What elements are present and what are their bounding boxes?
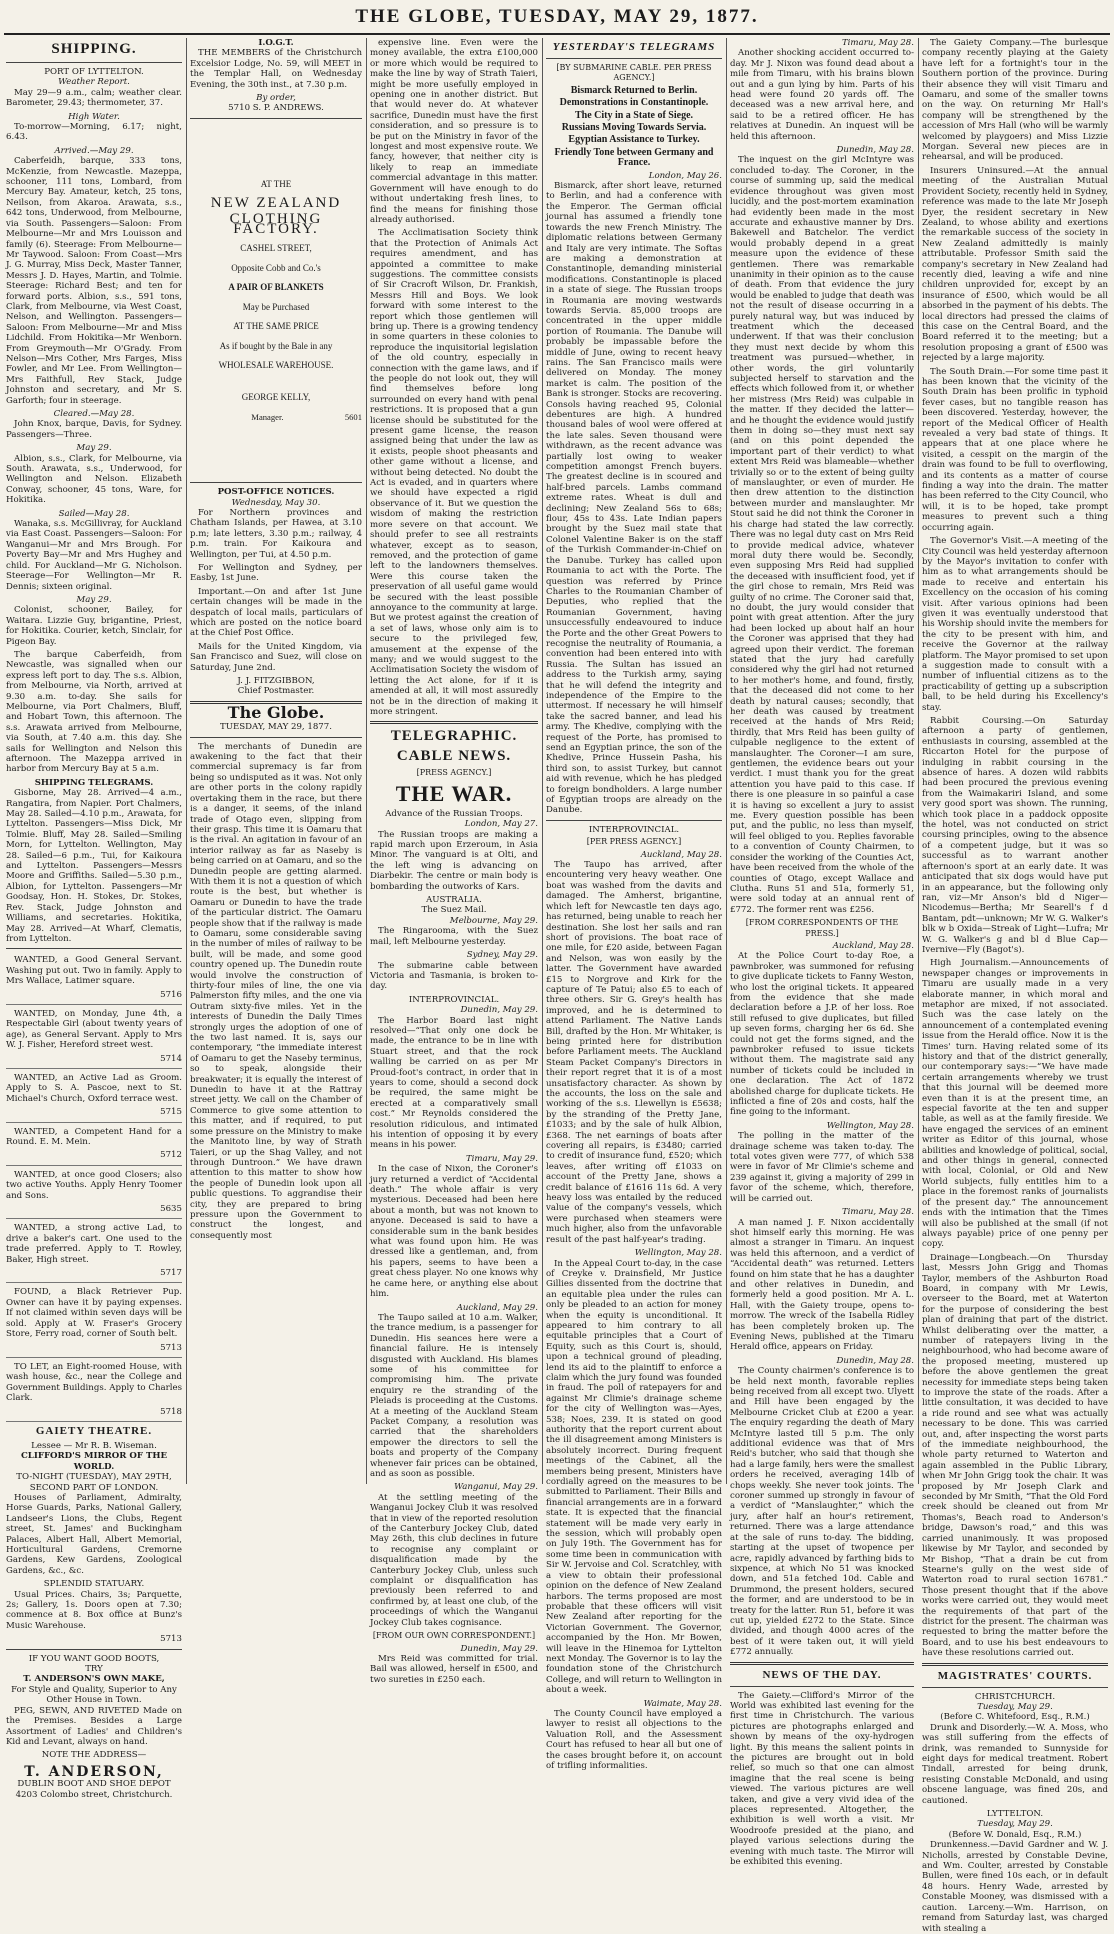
post-office-heading: POST-OFFICE NOTICES.: [217, 487, 335, 498]
editorial-text: The merchants of Dunedin are awakening to the fact that their commercial supremacy is far from being so undisputed as it was. Not only are other ports in the colony rapidly overtaking them in the race, but there is a danger, it seems, of the inland trade of Otago even, slipping from their grasp. This time it is Oamaru that is the rival. An agitation in favour of an interior railway as far as Naseby is being carried on at Oamaru, and so the Dunedin people are getting alarmed. With them it is not a question of which route is the best, but whether is Oamaru or Dunedin to have the trade of the particular district. The Oamaru people show that if the railway is made to Oamaru, some considerable saving in the number of miles of railway to be built, will be made, and some good country opened up. The Dunedin route would involve the construction of thirty-four miles of line, the one via Palmerston fifty miles, and the one via Outram sixty-five miles. Yet in the interests of Dunedin the Daily Times strongly urges the adoption of one of the two last named. It is, says our contemporary, “the immediate interest of Oamaru to get the Naseby terminus, so to speak, alongside their breakwater; it is equally the interest of Dunedin to have it at the Rattray street jetty. We call on the Chamber of Commerce to give some attention to this matter, and if required, to put some pressure on the Ministry to make the Manitoto line, by way of Strath Taieri, or up the Shag Valley, and not through Duntroon.” We have drawn attention to this matter to show how the people of Dunedin look upon all public questions. To aggrandise their city, they are prepared to bring pressure upon the Government to construct the longest, and consequently most: [190, 741, 362, 1241]
timaru-dateline: Timaru, May 28.: [841, 38, 914, 48]
nz-street: CASHEL STREET,: [240, 243, 312, 254]
rabbit-coursing-text: Rabbit Coursing.—On Saturday afternoon a party of gentlemen, enthusiasts in coursing, assembled at the Riccarton Hotel for the purpose of indulging in rabbit coursing in the absence of hares. A dozen wild rabbits had been procured the previous evening from the Waimakariri Island, and some very good sport was shown. The running, which took place in a paddock opposite the hotel, was not conducted on strict coursing principles, owing to the absence of a competent judge, but it was so successful as to warrant another afternoon's sport at an early date. It was anticipated that six dogs would have put in an appearance, but the following only ran, viz—Mr Anson's bld d Niger—Nicodemus—Bertha; Mr Searell's f d Bantam, pdt—unknown; Mr W. G. Walker's blk w b Oxida—Streak of Light—Lufra; Mr W. G. Walker's g and bl d Blue Cap—Ivernive—Fly (Bagot's).: [922, 716, 1108, 955]
nz-bale: As if bought by the Bale in any: [219, 340, 333, 351]
nz-kelly: GEORGE KELLY,: [241, 392, 311, 403]
column-divider: [366, 38, 367, 1484]
suez-heading: The Suez Mail.: [421, 905, 487, 916]
wanganui-dateline: Wanganui, May 29.: [454, 1482, 538, 1493]
high-journalism-text: High Journalism.—Announcements of newspaper changes or improvements in Timaru are usually made in a very elaborate manner, in which moral and metaphor are mixed, if not associated. Such was the case lately on the announcement of a contemplated evening issue from the Herald office. Now it is the Times' turn. Having related some of its history and that of the district generally, our contemporary says:—“We have made certain arrangements whereby we trust that this journal will be deemed more even than it is at the present time, an especial favorite at the ten and supper table, as well as at the family fireside. We have engaged the services of an eminent writer as Editor of this journal, whose abilities and knowledge of political, social, and other things in general, connected with local, Colonial, or Old and New World subjects, fully entitles him to a place in the foremost ranks of journalists of the present day.” The announcement ends with the intimation that the Times will also be published at the small (if not always payable) price of one penny per copy.: [922, 958, 1108, 1250]
column-divider: [726, 38, 727, 1484]
column-6: [922, 38, 1108, 1934]
nz-wholesale: WHOLESALE WAREHOUSE.: [218, 359, 334, 370]
column-1: [6, 38, 182, 1800]
classified-ad: [6, 1221, 182, 1283]
post-text-3: Important.—On and after 1st June certain changes will be made in the despatch of local mails, particulars of which are posted on the notice board at the Chief Post Office.: [190, 586, 362, 639]
classified-ad: [6, 1285, 182, 1357]
sailed-label: Sailed—May 28.: [58, 508, 130, 519]
iogt-order: By order,: [256, 93, 296, 104]
christchurch-date: Tuesday, May 29.: [977, 1701, 1053, 1712]
ad-number: 5712: [160, 1150, 182, 1161]
dunedin-text: The Harbor Board last night resolved—“That only one dock be made, the entrance to be in line with Stuart street, and that the rock walling be carried on as per Mr Proud-foot's contract, in order that in years to come, should a second dock be required, the same might be erected at a comparatively small cost.” Mr Reynolds considered the resolution ridiculous, and intimated his intention of opposing it by every means in his power.: [370, 1015, 538, 1151]
classified-ad: [6, 953, 182, 1005]
may29-text: Albion, s.s., Clark, for Melbourne, via South. Arawata, s.s., Underwood, for Wellington and Nelson. Elizabeth Conway, schooner, 45 tons, Ware, for Hokitika.: [6, 453, 182, 506]
wellington-text: The polling in the matter of the drainage scheme was taken to-day. The total votes given were 777, of which 538 were in favor of Mr Climie's scheme and 239 against it, giving a majority of 299 in favor of the scheme, which, therefore, will be carried out.: [730, 1131, 914, 1204]
boots-name: T. ANDERSON,: [24, 1763, 164, 1780]
lyttelton-heading: LYTTELTON.: [986, 1809, 1044, 1820]
boots-address: 4203 Colombo street, Christchurch.: [15, 1789, 173, 1800]
gaiety-show: CLIFFORD'S MIRROR OF THE WORLD.: [20, 1451, 168, 1472]
melbourne-dateline: Melbourne, May 29.: [449, 915, 538, 926]
classified-ad: [6, 1360, 182, 1422]
sydney-dateline: Sydney, May 29.: [466, 950, 538, 961]
masthead: THE GLOBE, TUESDAY, MAY 29, 1877.: [355, 6, 759, 27]
lyttelton-date: Tuesday, May 29.: [977, 1819, 1053, 1830]
melbourne-text: The Ringarooma, with the Suez mail, left Melbourne yesterday.: [370, 926, 538, 947]
governors-visit-text: The Governor's Visit.—A meeting of the City Council was held yesterday afternoon by the Mayor's invitation to confer with him as to what arrangements should be made to receive and entertain his Excellency on the occasion of his coming visit. After various opinions had been given it was eventually understood that his Worship should invite the members for the city to be present with him, and receive the Governor at the railway platform. The Mayor promised to set upon a suggestion made to consult with a number of influential citizens as to the practicability of getting up a subscription ball, to be held during his Excellency's stay.: [922, 536, 1108, 713]
classified-ad: [6, 1125, 182, 1166]
editorial-continued: expensive line. Even were the money available, the extra £100,000 or more which would be required to make the line by way of Strath Taieri, might be more usefully employed in opening one in another district. But that would never do. At whatever sacrifice, Dunedin must have the first consideration, and so pressure is to be put on the Ministry in favor of the longest and most expensive route. We fancy, however, that neither city is likely to reap an immediate commercial advantage in this matter. Government will have enough to do without undertaking fresh lines, to find the means for finishing those already authorised.: [370, 38, 538, 225]
timaru2-text: A man named J. F. Nixon accidentally shot himself early this morning. He was almost a stranger in Timaru. An inquest was held this afternoon, and a verdict of “Accidental death” was returned. Letters found on him state that he has a daughter and other relatives in Dunedin, and formerly held a good position. Mr A. L. Hall, with the Gaiety troupe, opens to-morrow. The wreck of the Isabella Ridley has been completely broken up. The Evening News, published at the Timaru Herald office, appears on Friday.: [730, 1217, 914, 1353]
telegraphic-heading: TELEGRAPHIC.: [390, 728, 518, 745]
yesterdays-telegrams-sub: [BY SUBMARINE CABLE. PER PRESS AGENCY.]: [556, 63, 712, 83]
dunedin-text: The inquest on the girl McIntyre was concluded to-day. The Coroner, in the course of summing up, said the medical evidence throughout was given most lucidly, and the post-mortem examination had evidently been made in the most accurate and exhaustive manner by Drs. Bakewell and Batchelor. The verdict would probably depend in a great measure upon the evidence of these gentlemen. There was remarkable unanimity in their opinion as to the cause of death. From that evidence the jury would be enabled to judge that death was not the result of disease occurring in a purely natural way, but was induced by treatment which the deceased underwent. If that was their conclusion they must next decide by whom this treatment was pursued—whether, in other words, the girl voluntarily subjected herself to starvation and the effects which followed from it, or whether her mistress (Mrs Reid) was culpable in the matter. If they decided the latter—and he thought the evidence would justify them in doing so—they must next say (and on this point depended the important part of their verdict) to what extent Mrs Reid was blameable—whether trivially so or to the extent of being guilty of manslaughter, or even of murder. He then drew attention to the distinction between murder and manslaughter. Mr Stout said he did not think the Coroner in his charge had stated the law correctly. There was no legal duty cast on Mrs Reid to provide medical advice, whatever moral duty there would be. Secondly, even supposing Mrs Reid had supplied the deceased with insufficient food, yet if the girl chose to remain, Mrs Reid was guilty of no crime. The Coroner said that, no doubt, the jury would consider that point with great attention. After the jury had been locked up about half an hour the Coroner was apprised that they had agreed upon their verdict. The foreman stated that the jury had carefully considered why the girl had not returned to her mother's home, and found, firstly, that the deceased did not come to her death by natural causes; secondly, that her death was caused by treatment received at the hands of Mrs Reid; thirdly, that Mrs Reid has been guilty of culpable negligence to the extent of manslaughter. The Coroner—I am sure, gentlemen, the evidence bears out your verdict. I must thank you for the great attention you have paid to this case. If there is one pleasure in so painful a case it is having so excellent a jury to assist me. Every question possible has been put, and the public, no less than myself, will feel obliged to you. Replies favorable to a convention of County Chairmen, to consider the working of the Counties Act, have been received from the whole of the counties of Otago, except Wallace and Clutha. Runs 51 and 51a, formerly 51, were sold today at an annual rent of £772. The former rent was £256.: [730, 155, 914, 915]
christchurch-text: Drunk and Disorderly.—W. A. Moss, who was still suffering from the effects of drink, was remanded to Sunnyside for eight days for medical treatment. Robert Tindall, arrested for being drunk, resisting Constable McDonald, and using obscene language, was fined 20s, and cautioned.: [922, 1722, 1108, 1806]
christchurch-before: (Before C. Whitefoord, Esq., R.M.): [940, 1712, 1090, 1723]
ad-number: 5718: [160, 1406, 182, 1417]
gaiety-prices: Usual Prices. Chairs, 3s; Parquette, 2s; Gallery, 1s. Doors open at 7.30; commence at 8. Box office at Bunz's Music Warehouse.: [6, 1589, 182, 1631]
iogt-signature: 5710 S. P. ANDREWS.: [228, 103, 324, 114]
ad-text: WANTED, an Active Lad as Groom. Apply to S. A. Pascoe, next to St. Michael's Church, Oxford terrace west.: [6, 1072, 182, 1104]
column-2: [190, 38, 362, 1484]
nz-price: AT THE SAME PRICE: [233, 321, 319, 332]
boots-line2: TRY: [85, 1664, 103, 1675]
news-of-the-day-text: The Gaiety.—Clifford's Mirror of the World was exhibited last evening for the first time in Christchurch. The various pictures are photographs enlarged and shown by means of the oxy-hydrogen light. By this means the salient points in the pictures are brought out in bold relief, so much so that one can almost imagine that the real scene is being viewed. The various pictures are well taken, and give a very vivid idea of the places represented. Altogether, the exhibition is well worth a visit. Mr Woodroofe presided at the piano, and played various selections during the evening with much taste. The Mirror will be exhibited this evening.: [730, 1690, 914, 1868]
auckland-dateline: Auckland, May 29.: [456, 1302, 538, 1313]
timaru-text: Another shocking accident occurred to-day. Mr J. Nixon was found dead about a mile from Timaru, with his brains blown out and a gun lying by him. Parts of his head were found 20 yards off. The deceased was a new arrival here, and said to be a retired officer. He has relatives at Dunedin. An inquest will be held this afternoon.: [730, 48, 914, 142]
ad-text: WANTED, a strong active Lad, to drive a baker's cart. One used to the trade preferred. Apply to T. Rowley, Baker, High street.: [6, 1223, 182, 1265]
the-war-heading: THE WAR.: [395, 780, 513, 806]
sailed29-text: Colonist, schooner, Bailey, for Waitara. Lizzie Guy, brigantine, Priest, for Hokitika. Courier, ketch, Sinclair, for Pigeon Bay.: [6, 605, 182, 647]
ad-number: 5715: [160, 1107, 182, 1118]
interprovincial-heading: INTERPROVINCIAL.: [408, 994, 500, 1005]
classified-ad: [6, 1168, 182, 1220]
gaiety-company-text: The Gaiety Company.—The burlesque company recently playing at the Gaiety have left for a fortnight's tour in the Southern portion of the province. During their absence they will visit Timaru and Oamaru, and some of the smaller towns on the way. On returning Mr Hall's company will be strengthened by the accession of Mrs Hall (who will be warmly welcomed by playgoers) and Miss Lizzie Morgan. Several new pieces are in rehearsal, and will be produced.: [922, 38, 1108, 163]
headline-2: Demonstrations in Constantinople.: [559, 97, 709, 109]
column-divider: [542, 38, 543, 1484]
ad-number: 5716: [160, 989, 182, 1000]
wellington-text: In the Appeal Court to-day, in the case of Creyke v. Drainsfield, Mr Justice Gillies dissented from the doctrine that an equitable plea under the rules can only be pleaded to an action for money when the equity is unconditional. It appeared to him contrary to all equitable principles that a Court of Equity, such as this Court is, should, upon a technical ground of pleading, lend its aid to the plaintiff to enforce a claim which the jury found was founded in fraud. The poll of ratepayers for and against Mr Climie's drainage scheme for the city of Wellington was—Ayes, 538; Noes, 239. It is stated on good authority that the report current about the ill disagreement among Ministers is absolutely incorrect. During frequent meetings of the Cabinet, all the members being present, Ministers have cordially agreed on the measures to be submitted to Parliament. Their Bills and financial arrangements are in a forward state. It is expected that the financial statement will be made very early in the session, which will probably open on July 19th. The Government has for some time been in communication with Sir W. Jervoise and Col. Scratchley, with a view to obtain their professional opinion on the defence of New Zealand harbors. The terms proposed are most probable that these officers will visit New Zealand after reporting for the Victorian Government. The Governor, accompanied by the Hon. Mr Bowen, will leave in the Hinemoa for Lyttelton next Monday. The Governor is to lay the foundation stone of the Christchurch College, and will return to Wellington in about a week.: [546, 1258, 722, 1696]
magistrates-courts-heading: MAGISTRATES' COURTS.: [937, 1669, 1093, 1682]
nz-opposite: Opposite Cobb and Co.'s: [231, 262, 321, 273]
dunedin2-text: The County chairmen's conference is to be held next month, favorable replies being received from all except two. Ulyett and Hill have been engaged by the Melbourne Cricket Club at £200 a year. The enquiry regarding the death of Mary McIntyre lasted till 5 p.m. The only additional evidence was that of Mrs Reid's butcher, who said that though she had a large family, hers were the smallest orders he received, averaging 14lb of chops weekly. She never took joints. The coroner summed up strongly in favour of a verdict of “Manslaughter,” which the jury, after half an hour's retirement, returned. There was a large attendance at the sale of runs to-day. The bidding, starting at the upset of twopence per acre, rapidly advanced by farthing bids to sixpence, at which No 51 was knocked down, and 51a fetched 10d. Cable and Drummond, the present holders, secured the former, and are understood to be in treaty for the latter. Run 51, before it was cut up, yielded £272 to the State. Since divided, and though 4000 acres of the best of it were taken out, it will yield £772 annually.: [730, 1366, 914, 1658]
ad-number: 5717: [160, 1268, 182, 1279]
london-dateline: London, May 26.: [648, 170, 722, 181]
shipping-telegrams-text: Gisborne, May 28. Arrived—4 a.m., Rangatira, from Napier. Port Chalmers, May 28. Sailed—4.10 p.m., Arawata, for Lyttelton. Passengers—Miss Dick, Mr Tolmie. Bluff, May 28. Sailed—Smiling Morn, for Lyttelton. Wellington, May 28. Sailed—6 p.m., Tui, for Kaikoura and Lyttelton. Passengers—Messrs Moore and Griffiths. Sailed—5.30 p.m., Albion, for Lyttelton. Passengers—Mr Goodsay, Hon. H. Stokes, Dr. Stokes, Rev. Stack, Judge Johnston and Williams, and secretaries. Hokitika, May 28. Arrived—At Wharf, Clematis, from Lyttelton.: [6, 788, 182, 944]
ad-number: 5635: [160, 1204, 182, 1215]
sydney-text: The submarine cable between Victoria and Tasmania, is broken to-day.: [370, 960, 538, 992]
gaiety-lessee: Lessee — Mr R. B. Wiseman.: [31, 1440, 157, 1451]
dunedin-dateline: Dunedin, May 29.: [460, 1005, 538, 1016]
post-text-4: Mails for the United Kingdom, via San Francisco and Suez, will close on Saturday, June 2nd.: [190, 641, 362, 673]
iogt-text: THE MEMBERS of the Christchurch Excelsior Lodge, No. 59, will MEET in the Templar Hall, on Wednesday Evening, the 30th inst., at 7.30 p.m.: [190, 48, 362, 90]
war-subheading: Advance of the Russian Troops.: [385, 808, 523, 819]
dunedin2-text: Mrs Reid was committed for trial. Bail was allowed, herself in £500, and two sureties in £250 each.: [370, 1653, 538, 1685]
nz-purchased: May be Purchased: [242, 301, 310, 312]
classified-ad: [6, 1007, 182, 1069]
nz-name-2: CLOTHING FACTORY.: [229, 210, 323, 238]
world-news-text: Bismarck, after short leave, returned to Berlin, and had a conference with the Emperor. The German official journal has assumed a friendly tone towards the new French Ministry. The diplomatic relations between Germany and Italy are very intimate. The Softas are making a demonstration at Constantinople, demanding ministerial modifications. Constantinople is placed in a state of siege. The Russian troops in Roumania are moving westwards towards Servia. 85,000 troops are concentrated in the upper middle portion of Roumania. The Danube will probably be impassable before the middle of June, owing to recent heavy rains. The San Francisco mails were delivered on Monday. The money market is calm. The position of the Bank is stronger. Stocks are recovering. Consols having reached 95, Colonial debentures are high. A hundred thousand bales of wool were offered at the late sales. Seven thousand were withdrawn, as the recent advance was partially lost owing to weaker competition amongst French buyers. The greatest decline is in scoured and half-bred parcels. Lambs command extreme rates. Wheat is dull and declining; New Zealand 56s to 68s; flour, 45s to 43s. Late Indian papers brought by the Suez mail state that Colonel Valentine Baker is on the staff of the Turkish Commander-in-Chief on the Danube. Turkey has called upon Roumania to act with the Porte. The question was referred by Prince Charles to the Roumanian Chamber of Deputies, who replied that the Roumanian Government, having unsuccessfully endeavoured to induce the Porte and the other Great Powers to recognise the neutrality of Roumania, a convention had been entered into with Russia. The Sultan has issued an address to the Turkish army, saying that he will defend the integrity and independence of the Empire to the uttermost. If necessary he will himself take the sacred banner, and lead his army. The Khedive, complying with the request of the Porte, has promised to send an Egyptian prince, the son of the Khedive, Prince Hussein Pasha, his third son, to assist Turkey, but cannot aid with revenue, which he has pledged to foreign bondholders. A large number of Egyptian troops are already on the Danube.: [546, 181, 722, 816]
post-signature-2: Chief Postmaster.: [237, 686, 315, 697]
sailed29-label: May 29.: [76, 594, 112, 605]
nz-at: AT THE: [260, 178, 292, 189]
timaru-text: In the case of Nixon, the Coroner's jury returned a verdict of “Accidental death.” The whole affair is very mysterious. Deceased had been here about a month, but was not known to anyone. Deceased is said to have a considerable sum in the bank besides what was found upon him. He was dressed like a gentleman, and, from his papers, seems to have been a great chess player. No one knows why he came here, or anything else about him.: [370, 1164, 538, 1300]
headline-1: Bismarck Returned to Berlin.: [570, 84, 698, 96]
headline-3: The City in a State of Siege.: [574, 109, 694, 121]
post-signature-1: J. J. FITZGIBBON,: [237, 676, 315, 687]
wellington-dateline: Wellington, May 28.: [826, 1120, 914, 1131]
timaru-dateline: Timaru, May 29.: [465, 1153, 538, 1164]
war-dateline: London, May 27.: [464, 819, 538, 830]
weather-label: Weather Report.: [58, 77, 130, 88]
ad-number: 5713: [160, 1342, 182, 1353]
column-3: [370, 38, 538, 1685]
auckland-text: The Taupo sailed at 10 a.m. Walker, the trance medium, is a passenger for Dunedin. His seances here were a financial failure. He is intensely disgusted with Auckland. His blames some of his committee for compromising him. The private enquiry re the stranding of the Pleiads is proceeding at the Customs. At a meeting of the Auckland Steam Packet Company, a resolution was carried that the shareholders empower the directors to sell the boats and property of the Company whenever fair prices can be obtained, and as soon as possible.: [370, 1312, 538, 1479]
press-agency: [PRESS AGENCY.]: [416, 768, 492, 778]
may29-label: May 29.: [76, 443, 112, 454]
nz-manager-line: [190, 412, 362, 422]
boots-line1: IF YOU WANT GOOD BOOTS,: [28, 1653, 160, 1664]
iogt-heading: I.O.G.T.: [258, 38, 294, 48]
waimate-dateline: Waimate, May 28.: [643, 1698, 722, 1709]
lyttelton-before: (Before W. Donald, Esq., R.M.): [948, 1829, 1082, 1840]
boots-line3: T. ANDERSON'S OWN MAKE,: [23, 1674, 165, 1685]
gaiety-statuary: SPLENDID STATUARY.: [43, 1579, 145, 1590]
column-divider: [918, 38, 919, 1484]
boots-line4: For Style and Quality, Superior to Any Other House in Town.: [11, 1684, 177, 1706]
masthead-rule: [4, 33, 1110, 35]
shipping-notes: The barque Caberfeidh, from Newcastle, was signalled when our express left port to day. The s.s. Albion, from Melbourne, via North, arrived at 9.30 a.m. to-day. She sails for Melbourne, via Port Chalmers, Bluff, and Hobart Town, this afternoon. The s.s. Arawata arrived from Melbourne, via South, at 7.40 a.m. this day. She sails for Wellington and Nelson this afternoon. The Mazeppa arrived in harbor from Mercury Bay at 5 a.m.: [6, 649, 182, 775]
drainage-text: Drainage—Longbeach.—On Thursday last, Messrs John Grigg and Thomas Taylor, members of the Ashburton Road Board, in company with Mr Lewis, overseer to the Board, met at Waterton for the purpose of considering the best plan of draining that part of the district. Whilst deliberating over the matter, a number of ratepayers living in the neighbourhood, who had become aware of the proposed meeting, mustered up before the above gentlemen the great necessity for immediate steps being taken to improve the state of the roads. After a little consultation, it was decided to have a ride round and see what was actually necessary to be done. This was carried out, and, after inspecting the worst parts of the immediate neighbourhood, the whole party returned to Waterton and again assembled in the Public Library, when Mr John Grigg took the chair. It was proposed by Mr Joseph Clark and seconded by Mr Smith, “That the Old Ford creek should be cleaned out from Mr Thomas's, Beach road to Anderson's bridge, Dawson's road,” and this was carried unanimously. It was proposed likewise by Mr Taylor, and seconded by Mr Bishop, “That a drain be cut from Stearne's gully on the west side of Waterton road to rural section 16781.” Those present thought that if the above works were carried out, they would meet the requirements of that part of the district for the present. The chairman was requested to bring the matter before the Board, and to use his best endeavours to have these resolutions carried out.: [922, 1252, 1108, 1659]
yesterdays-telegrams-heading: YESTERDAY'S TELEGRAMS: [552, 41, 716, 53]
gaiety-date: TO-NIGHT (TUESDAY), MAY 29TH, SECOND PART OF LONDON.: [16, 1472, 172, 1493]
ad-number: 5714: [160, 1053, 182, 1064]
water-label: High Water.: [68, 111, 120, 122]
acclimatisation-text: The Acclimatisation Society think that the Protection of Animals Act requires amendment, and has appointed a committee to make suggestions. The committee consists of Sir Cracroft Wilson, Dr. Frankish, Messrs Hill and Boys. We look forward with some interest to the report which those gentlemen will bring up. There is a growing tendency in some quarters in these colonies to reproduce the inquisitorial legislation of the old country, especially in connection with the game laws, and if the people do not look out, they will find themselves before long surrounded on every hand with penal restrictions. It is proposed that a gun license should be substituted for the present game license, the reason assigned being that under the law as it exists, people shoot pheasants and other game without a license, and without being detected. No doubt the Act is evaded, and in quarters where we should have expected a rigid observance of it. But we question the wisdom of making the restriction more severe on that account. We should prefer to see all restraints whatever, except as to season, removed, and the protection of game left to the landowners themselves. Were this course taken the preservation of all useful game would be secured with the least possible annoyance to the community at large. But we protest against the creation of a set of laws, whose only aim is to secure to the privileged few, amusement at the expense of the many; and we would suggest to the Acclimatisation Society the wisdom of letting the Act alone, for if it is amended at all, it will most assuredly not be in the direction of making it more stringent.: [370, 228, 538, 717]
auckland-text: At the Police Court to-day Roe, a pawnbroker, was summoned for refusing to give duplicate tickets to Fanny Weston, who lost the original tickets. It appeared from the evidence that she made declaration before a J.P. of her loss. Roe still refused to give duplicates, but filled up seven forms, charging her 6s 6d. She could not get the forms signed, and the pawnbroker refused to issue tickets without them. The magistrate said any number of tickets could be included in one declaration. The Act of 1872 abolished charge for duplicate tickets. He inflicted a fine of 20s and costs, half the fine going to the informant.: [730, 951, 914, 1118]
ad-text: WANTED, at once good Closers; also two active Youths. Apply Henry Toomer and Sons.: [6, 1169, 182, 1201]
boots-note: NOTE THE ADDRESS—: [41, 1750, 147, 1761]
dunedin2-dateline: Dunedin, May 28.: [836, 1355, 914, 1366]
shipping-telegrams-heading: SHIPPING TELEGRAMS.: [34, 777, 154, 788]
nz-manager: Manager.: [251, 411, 284, 422]
auckland-text: The Taupo has arrived, after encountering very heavy weather. One boat was washed from the davits and damaged. The Amherst, brigantine, which left for Newcastle ten days ago, has returned, being unable to reach her destination. She lost her sails and ran short of provisions. The boat race of one mile, for £20 aside, between Fagan and Nelson, was won easily by the latter. The Government have awarded £15 to Norgrove and Kirk for the capture of Te Patui; also £5 to each of three others. Sir G. Grey's health has improved, and he is determined to attend Parliament. The Native Lands Bill, drafted by the Hon. Mr Whitaker, is being printed here for distribution before Parliament meets. The Auckland Steam Packet Company's Directors in their report regret that it is of a most unsatisfactory character. As shown by the accounts, the loss on the sale and working of the s.s. Llewellyn is £5638; by the stranding of the Pretty Jane, £1033; and by the sale of hulk Albion, £368. The net earnings of boats after covering all repairs, is £3480; carried to credit of insurance fund, £520; which leaves, after writing off £1033 on account of the Pretty Jane, shows a credit balance of £1616 11s 6d. A very heavy loss was entailed by the reduced value of the company's vessels, which were purchased when steamers were much higher, also from the unfavorable result of the past half-year's trading.: [546, 860, 722, 1245]
gaiety-number: 5713: [160, 1634, 182, 1645]
wanganui-text: At the settling meeting of the Wanganui Jockey Club it was resolved that in view of the reported resolution of the Canterbury Jockey Club, dated May 26th, this club declines in future to recognise any complaint or disqualification made by the Canterbury Jockey Club, unless such complaint or disqualification has previously been referred to and confirmed by, at least one club, of the proceedings of which the Wanganui Jockey Club takes cognisance.: [370, 1492, 538, 1628]
per-press-agency: [PER PRESS AGENCY.]: [586, 837, 682, 847]
globe-date: TUESDAY, MAY 29, 1877.: [220, 722, 332, 733]
ad-text: TO LET, an Eight-roomed House, with wash house, &c., near the College and Government Buildings. Apply to Charles Clark.: [6, 1361, 182, 1404]
christchurch-heading: CHRISTCHURCH.: [974, 1691, 1056, 1702]
boots-line5: PEG, SEWN, AND RIVETED Made on the Premises. Besides a Large Assortment of Ladies' and Children's Kid and Levant, always on hand.: [6, 1705, 182, 1747]
australia-heading: AUSTRALIA.: [426, 895, 482, 906]
water-text: To-morrow—Morning, 6.17; night, 6.43.: [6, 122, 182, 143]
classified-ad: [6, 1071, 182, 1123]
insurers-text: Insurers Uninsured.—At the annual meeting of the Australian Mutual Provident Society, recently held in Sydney, reference was made to the late Mr Joseph Dyer, the resident secretary in New Zealand, to whose ability and exertions the remarkable success of the society in New Zealand admittedly is mainly attributable. Professor Smith said the company's secretary in New Zealand had recently died, leaving a wife and nine children unprovided for, except by an insurance of £500, which would be all absorbed in the payment of his debts. The local directors had pressed the claims of this case on the Central Board, and the Board referred it to the meeting; but a resolution proposing a grant of £500 was rejected by a large majority.: [922, 165, 1108, 364]
dunedin-dateline: Dunedin, May 28.: [836, 145, 914, 156]
post-text-2: For Wellington and Sydney, per Easby, 1st June.: [190, 562, 362, 584]
arrived-text: Caberfeidh, barque, 333 tons, McKenzie, from Newcastle. Mazeppa, schooner, 111 tons, Lombard, from Mercury Bay. Amateur, ketch, 25 tons, Neilson, from Akaroa. Arawata, s.s., 642 tons, Underwood, from Melbourne, via South. Passengers—Saloon: From Melbourne—Mr and Mrs Louisson and family (6). Steerage: From Melbourne—Mr Taywood. Saloon: From Coast—Mrs J. G. Murray, Miss Deck, Master Tanner, Messrs J. D. Hayes, Martin, and Tolmie. Steerage: Richard Best; and ten for forward ports. Albion, s.s., 591 tons, Clark, from Melbourne, via West Coast, Nelson, and Wellington. Passengers—Saloon: From Melbourne—Mr and Miss Lidchild. From Hokitika—Mr Wenborn. From Greymouth—Mr O'Grady. From Nelson—Mrs Cother, Mrs Farges, Miss Fowler, and Mr Lee. From Wellington—Mrs Faithfull, Rev Stack, Judge Johnston and secretary, and Mr S. Garforth; four in steerage.: [6, 156, 182, 406]
dunedin2-dateline: Dunedin, May 29.: [460, 1643, 538, 1654]
port-heading: PORT OF LYTTELTON.: [44, 67, 144, 77]
column-4: [546, 38, 722, 1771]
auckland-dateline: Auckland, May 28.: [640, 849, 722, 860]
column-5: [730, 38, 914, 1868]
nz-number: 5601: [344, 411, 362, 422]
post-text-1: For Northern provinces and Chatham Islands, per Hawea, at 3.10 p.m; late letters, 3.30 p.m.; railway, 4 p.m. train. For Kaikoura and Wellington, per Tui, at 4.50 p.m.: [190, 507, 362, 560]
wellington-dateline: Wellington, May 28.: [634, 1248, 722, 1259]
ad-text: FOUND, a Black Retriever Pup. Owner can have it by paying expenses. If not claimed within seven days will be sold. Apply at W. Fraser's Grocery Store, Ferry road, corner of South belt.: [6, 1287, 182, 1340]
south-drain-text: The South Drain.—For some time past it has been known that the vicinity of the South Drain has been prolific in typhoid fever cases, but no tangible reason has been discovered. Yesterday, however, the report of the Medical Officer of Health revealed a very bad state of things. It appears that at one place where he visited, a cesspit on the margin of the drain was found to be full to overflowing, and its contents as a matter of course finding a way into the drain. The matter has been referred to the City Council, who will, it is to be hoped, take prompt measures to prevent such a thing occurring again.: [922, 366, 1108, 533]
correspondents-heading: [FROM CORRESPONDENTS OF THE PRESS.]: [745, 918, 899, 938]
headline-4: Russians Moving Towards Servia.: [561, 122, 707, 134]
waimate-text: The County Council have employed a lawyer to resist all objections to the Valuation Roll, and the Assessment Court has refused to hear all but one of the cases brought before it, on account of trifling informalities.: [546, 1708, 722, 1771]
globe-title: The Globe.: [227, 702, 325, 722]
war-text: The Russian troops are making a rapid march upon Erzeroum, in Asia Minor. The vanguard is at Olti, and the left wing is advancing on Diarbekir. The centre or main body is bombarding the outworks of Kars.: [370, 829, 538, 892]
shipping-heading: SHIPPING.: [51, 41, 137, 57]
lyttelton-text: Drunkenness.—David Gardner and W. J. Nicholls, arrested by Constable Devine, and Wm. Coulter, arrested by Constable Bullen, were fined 10s each, or in default 48 hours. Henry Wade, arrested by Constable Mooney, was dismissed with a caution. Larceny.—Wm. Harrison, on remand from Saturday last, was charged with stealing a: [922, 1840, 1108, 1934]
gaiety-text: Houses of Parliament, Admiralty, Horse Guards, Parks, National Gallery, Landseer's Lions, the Clubs, Regent street, St. James' and Buckingham Palaces, Albert Hall, Albert Memorial, Horticultural Gardens, Cremorne Gardens, Kew Gardens, Zoological Gardens, &c., &c.: [6, 1492, 182, 1576]
sailed-text: Wanaka, s.s. McGillivray, for Auckland via East Coast. Passengers—Saloon: For Wanganui—Mr and Mrs Brough. For Poverty Bay—Mr and Mrs Hughey and child. For Auckland—Mr G. Nicholson. Steerage—For Wellington—Mr R. Dennis; sixteen original.: [6, 519, 182, 592]
ad-text: WANTED, a Competent Hand for a Round. E. M. Mein.: [6, 1126, 182, 1147]
arrived-label: Arrived.—May 29.: [54, 145, 134, 156]
headline-5: Egyptian Assistance to Turkey.: [568, 134, 700, 146]
interprovincial-heading: INTERPROVINCIAL.: [588, 824, 680, 835]
cleared-text: John Knox, barque, Davis, for Sydney. Passengers—Three.: [6, 419, 182, 440]
nz-blankets: A PAIR OF BLANKETS: [228, 282, 324, 293]
nz-name-1: NEW ZEALAND: [210, 195, 342, 212]
post-date: Wednesday, May 30.: [231, 497, 321, 508]
boots-depot: DUBLIN BOOT AND SHOE DEPOT: [17, 1779, 171, 1790]
ad-text: WANTED, a Good General Servant. Washing put out. Two in family. Apply to Mrs Wallace, Latimer square.: [6, 955, 182, 987]
weather-text: May 29—9 a.m., calm; weather clear. Barometer, 29.43; thermometer, 37.: [6, 87, 182, 109]
cleared-label: Cleared.—May 28.: [53, 409, 135, 419]
ad-text: WANTED, on Monday, June 4th, a Respectable Girl (about twenty years of age), as General Servant. Apply to Mrs W. J. Fisher, Hereford street west.: [6, 1008, 182, 1051]
timaru2-dateline: Timaru, May 28.: [841, 1207, 914, 1218]
column-divider: [186, 38, 187, 1484]
news-of-the-day-heading: NEWS OF THE DAY.: [762, 1668, 882, 1681]
headline-6: Friendly Tone between Germany and France.: [554, 146, 714, 169]
own-correspondent: [FROM OUR OWN CORRESPONDENT.]: [372, 1631, 536, 1641]
clothing-factory-ad: [190, 179, 362, 422]
auckland-dateline: Auckland, May 28.: [832, 940, 914, 951]
gaiety-title: GAIETY THEATRE.: [35, 1424, 153, 1437]
cable-news-heading: CABLE NEWS.: [396, 748, 512, 765]
